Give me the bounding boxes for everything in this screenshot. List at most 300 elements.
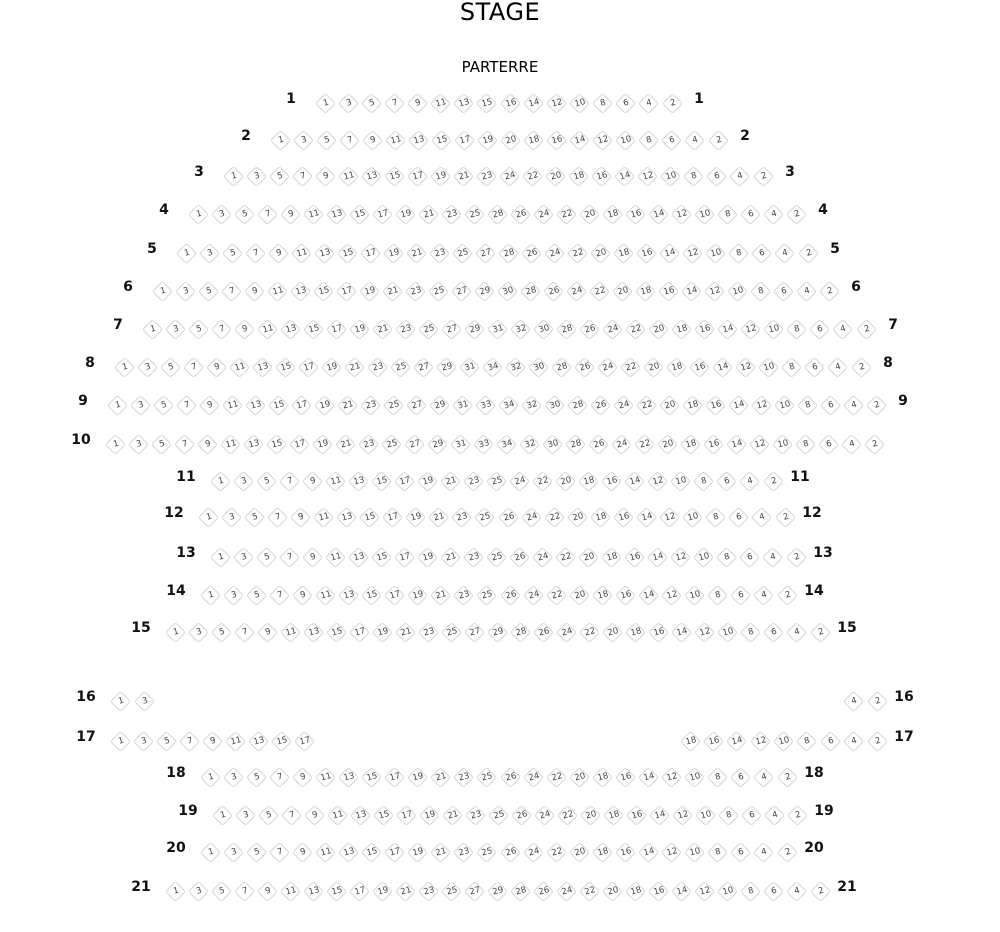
seat[interactable] [762, 546, 783, 567]
seat[interactable] [151, 280, 172, 301]
seat[interactable] [533, 621, 554, 642]
seat[interactable] [406, 242, 427, 263]
seat[interactable] [638, 766, 659, 787]
seat[interactable] [679, 730, 700, 751]
seat[interactable] [647, 203, 668, 224]
seat[interactable] [763, 880, 784, 901]
seat[interactable] [257, 804, 278, 825]
seat[interactable] [486, 546, 507, 567]
seat[interactable] [717, 880, 738, 901]
seat[interactable] [633, 433, 654, 454]
seat[interactable] [850, 356, 871, 377]
seat[interactable] [556, 318, 577, 339]
seat[interactable] [199, 584, 220, 605]
seat[interactable] [234, 804, 255, 825]
seat[interactable] [244, 394, 265, 415]
seat[interactable] [302, 546, 323, 567]
seat[interactable] [133, 690, 154, 711]
seat[interactable] [532, 470, 553, 491]
seat[interactable] [413, 356, 434, 377]
seat[interactable] [404, 280, 425, 301]
seat[interactable] [292, 129, 313, 150]
seat[interactable] [712, 356, 733, 377]
seat[interactable] [247, 730, 268, 751]
seat[interactable] [763, 804, 784, 825]
seat[interactable] [269, 129, 290, 150]
seat[interactable] [302, 203, 323, 224]
seat[interactable] [579, 880, 600, 901]
seat[interactable] [717, 804, 738, 825]
seat[interactable] [245, 242, 266, 263]
seat[interactable] [472, 433, 493, 454]
seat[interactable] [405, 394, 426, 415]
seat[interactable] [726, 280, 747, 301]
seat[interactable] [381, 280, 402, 301]
seat[interactable] [729, 165, 750, 186]
seat[interactable] [315, 766, 336, 787]
seat[interactable] [464, 804, 485, 825]
seat[interactable] [591, 165, 612, 186]
seat[interactable] [372, 804, 393, 825]
seat[interactable] [245, 165, 266, 186]
seat[interactable] [624, 470, 645, 491]
seat[interactable] [748, 433, 769, 454]
seat[interactable] [693, 203, 714, 224]
seat[interactable] [233, 203, 254, 224]
seat[interactable] [220, 506, 241, 527]
seat[interactable] [499, 841, 520, 862]
seat[interactable] [426, 433, 447, 454]
seat[interactable] [280, 804, 301, 825]
seat[interactable] [615, 841, 636, 862]
seat[interactable] [776, 841, 797, 862]
seat[interactable] [246, 766, 267, 787]
seat[interactable] [523, 766, 544, 787]
seat[interactable] [292, 841, 313, 862]
seat[interactable] [109, 690, 130, 711]
seat[interactable] [683, 165, 704, 186]
seat[interactable] [843, 730, 864, 751]
seat[interactable] [776, 584, 797, 605]
seat[interactable] [293, 730, 314, 751]
seat[interactable] [384, 165, 405, 186]
seat[interactable] [740, 318, 761, 339]
seat[interactable] [635, 394, 656, 415]
seat[interactable] [703, 280, 724, 301]
seat[interactable] [505, 356, 526, 377]
seat[interactable] [382, 394, 403, 415]
seat[interactable] [451, 394, 472, 415]
seat[interactable] [313, 394, 334, 415]
seat[interactable] [475, 242, 496, 263]
seat[interactable] [648, 621, 669, 642]
seat[interactable] [532, 203, 553, 224]
seat[interactable] [382, 506, 403, 527]
seat[interactable] [197, 280, 218, 301]
seat[interactable] [786, 318, 807, 339]
seat[interactable] [648, 318, 669, 339]
seat[interactable] [311, 433, 332, 454]
seat[interactable] [866, 730, 887, 751]
seat[interactable] [407, 841, 428, 862]
seat[interactable] [430, 165, 451, 186]
seat[interactable] [440, 470, 461, 491]
seat[interactable] [773, 730, 794, 751]
seat[interactable] [229, 356, 250, 377]
seat[interactable] [313, 506, 334, 527]
seat[interactable] [312, 280, 333, 301]
seat[interactable] [601, 546, 622, 567]
seat[interactable] [545, 165, 566, 186]
seat[interactable] [178, 730, 199, 751]
seat[interactable] [199, 766, 220, 787]
seat[interactable] [104, 433, 125, 454]
seat[interactable] [625, 318, 646, 339]
seat[interactable] [615, 766, 636, 787]
seat[interactable] [428, 506, 449, 527]
seat[interactable] [614, 165, 635, 186]
seat[interactable] [717, 318, 738, 339]
seat[interactable] [750, 394, 771, 415]
seat[interactable] [638, 129, 659, 150]
seat[interactable] [753, 584, 774, 605]
seat[interactable] [280, 880, 301, 901]
seat[interactable] [187, 880, 208, 901]
seat[interactable] [358, 280, 379, 301]
seat[interactable] [544, 506, 565, 527]
seat[interactable] [819, 394, 840, 415]
seat[interactable] [610, 433, 631, 454]
seat[interactable] [430, 584, 451, 605]
seat[interactable] [453, 584, 474, 605]
seat[interactable] [726, 730, 747, 751]
seat[interactable] [199, 841, 220, 862]
seat[interactable] [694, 621, 715, 642]
seat[interactable] [337, 242, 358, 263]
seat[interactable] [758, 356, 779, 377]
seat[interactable] [314, 242, 335, 263]
seat[interactable] [637, 165, 658, 186]
seat[interactable] [209, 470, 230, 491]
seat[interactable] [786, 804, 807, 825]
seat[interactable] [384, 92, 405, 113]
seat[interactable] [265, 433, 286, 454]
seat[interactable] [615, 129, 636, 150]
seat[interactable] [569, 766, 590, 787]
seat[interactable] [487, 318, 508, 339]
seat[interactable] [211, 804, 232, 825]
seat[interactable] [246, 584, 267, 605]
seat[interactable] [532, 546, 553, 567]
seat[interactable] [408, 129, 429, 150]
seat[interactable] [357, 433, 378, 454]
seat[interactable] [589, 394, 610, 415]
seat[interactable] [499, 165, 520, 186]
seat[interactable] [613, 506, 634, 527]
seat[interactable] [255, 470, 276, 491]
seat[interactable] [521, 242, 542, 263]
seat[interactable] [395, 318, 416, 339]
seat[interactable] [344, 356, 365, 377]
seat[interactable] [113, 356, 134, 377]
seat[interactable] [129, 394, 150, 415]
seat[interactable] [288, 433, 309, 454]
seat[interactable] [487, 804, 508, 825]
seat[interactable] [863, 433, 884, 454]
seat[interactable] [292, 584, 313, 605]
seat[interactable] [220, 280, 241, 301]
seat[interactable] [390, 356, 411, 377]
seat[interactable] [510, 880, 531, 901]
seat[interactable] [670, 470, 691, 491]
seat[interactable] [499, 92, 520, 113]
seat[interactable] [659, 506, 680, 527]
seat[interactable] [693, 546, 714, 567]
seat[interactable] [565, 280, 586, 301]
seat[interactable] [546, 584, 567, 605]
seat[interactable] [451, 506, 472, 527]
seat[interactable] [109, 730, 130, 751]
seat[interactable] [360, 242, 381, 263]
seat[interactable] [279, 470, 300, 491]
seat[interactable] [648, 880, 669, 901]
seat[interactable] [771, 433, 792, 454]
seat[interactable] [795, 280, 816, 301]
seat[interactable] [670, 203, 691, 224]
seat[interactable] [474, 506, 495, 527]
seat[interactable] [428, 394, 449, 415]
seat[interactable] [797, 242, 818, 263]
seat[interactable] [290, 394, 311, 415]
seat[interactable] [372, 880, 393, 901]
seat[interactable] [289, 280, 310, 301]
seat[interactable] [384, 584, 405, 605]
seat[interactable] [452, 242, 473, 263]
seat[interactable] [809, 621, 830, 642]
seat[interactable] [361, 165, 382, 186]
seat[interactable] [774, 506, 795, 527]
seat[interactable] [270, 730, 291, 751]
seat[interactable] [268, 242, 289, 263]
seat[interactable] [339, 129, 360, 150]
seat[interactable] [569, 841, 590, 862]
seat[interactable] [648, 804, 669, 825]
seat[interactable] [500, 129, 521, 150]
seat[interactable] [625, 880, 646, 901]
seat[interactable] [269, 766, 290, 787]
seat[interactable] [694, 880, 715, 901]
seat[interactable] [405, 506, 426, 527]
seat[interactable] [336, 394, 357, 415]
seat[interactable] [280, 621, 301, 642]
seat[interactable] [459, 356, 480, 377]
seat[interactable] [348, 470, 369, 491]
seat[interactable] [395, 880, 416, 901]
seat[interactable] [255, 546, 276, 567]
seat[interactable] [348, 546, 369, 567]
seat[interactable] [243, 280, 264, 301]
seat[interactable] [615, 92, 636, 113]
seat[interactable] [579, 621, 600, 642]
seat[interactable] [233, 880, 254, 901]
seat[interactable] [587, 433, 608, 454]
seat[interactable] [656, 433, 677, 454]
seat[interactable] [257, 621, 278, 642]
seat[interactable] [394, 203, 415, 224]
seat[interactable] [820, 730, 841, 751]
seat[interactable] [579, 318, 600, 339]
seat[interactable] [818, 280, 839, 301]
seat[interactable] [694, 804, 715, 825]
seat[interactable] [430, 766, 451, 787]
seat[interactable] [246, 841, 267, 862]
seat[interactable] [384, 766, 405, 787]
seat[interactable] [509, 470, 530, 491]
seat[interactable] [473, 280, 494, 301]
seat[interactable] [682, 242, 703, 263]
seat[interactable] [588, 280, 609, 301]
seat[interactable] [348, 203, 369, 224]
seat[interactable] [704, 394, 725, 415]
seat[interactable] [394, 470, 415, 491]
seat[interactable] [796, 394, 817, 415]
seat[interactable] [476, 92, 497, 113]
seat[interactable] [441, 880, 462, 901]
seat[interactable] [684, 129, 705, 150]
seat[interactable] [453, 165, 474, 186]
seat[interactable] [430, 92, 451, 113]
seat[interactable] [486, 470, 507, 491]
seat[interactable] [556, 621, 577, 642]
seat[interactable] [474, 394, 495, 415]
seat[interactable] [325, 470, 346, 491]
seat[interactable] [694, 318, 715, 339]
seat[interactable] [785, 203, 806, 224]
seat[interactable] [751, 506, 772, 527]
seat[interactable] [578, 203, 599, 224]
seat[interactable] [638, 841, 659, 862]
seat[interactable] [518, 433, 539, 454]
seat[interactable] [338, 584, 359, 605]
seat[interactable] [728, 242, 749, 263]
seat[interactable] [601, 203, 622, 224]
seat[interactable] [385, 129, 406, 150]
seat[interactable] [523, 129, 544, 150]
seat[interactable] [717, 621, 738, 642]
seat[interactable] [141, 318, 162, 339]
seat[interactable] [551, 356, 572, 377]
seat[interactable] [523, 584, 544, 605]
seat[interactable] [647, 470, 668, 491]
seat[interactable] [407, 766, 428, 787]
seat[interactable] [201, 730, 222, 751]
seat[interactable] [175, 394, 196, 415]
seat[interactable] [533, 880, 554, 901]
seat[interactable] [569, 129, 590, 150]
seat[interactable] [681, 394, 702, 415]
seat[interactable] [164, 880, 185, 901]
seat[interactable] [371, 546, 392, 567]
seat[interactable] [222, 165, 243, 186]
seat[interactable] [730, 841, 751, 862]
seat[interactable] [361, 92, 382, 113]
seat[interactable] [371, 470, 392, 491]
seat[interactable] [716, 546, 737, 567]
seat[interactable] [315, 584, 336, 605]
seat[interactable] [210, 880, 231, 901]
seat[interactable] [361, 841, 382, 862]
seat[interactable] [349, 621, 370, 642]
seat[interactable] [210, 318, 231, 339]
seat[interactable] [196, 433, 217, 454]
seat[interactable] [326, 880, 347, 901]
seat[interactable] [546, 766, 567, 787]
seat[interactable] [338, 92, 359, 113]
seat[interactable] [429, 242, 450, 263]
seat[interactable] [762, 470, 783, 491]
seat[interactable] [136, 356, 157, 377]
seat[interactable] [221, 394, 242, 415]
seat[interactable] [403, 433, 424, 454]
seat[interactable] [349, 804, 370, 825]
seat[interactable] [440, 546, 461, 567]
seat[interactable] [725, 433, 746, 454]
seat[interactable] [705, 242, 726, 263]
seat[interactable] [326, 621, 347, 642]
seat[interactable] [774, 242, 795, 263]
seat[interactable] [590, 242, 611, 263]
seat[interactable] [222, 841, 243, 862]
seat[interactable] [187, 318, 208, 339]
seat[interactable] [566, 394, 587, 415]
seat[interactable] [497, 506, 518, 527]
seat[interactable] [556, 880, 577, 901]
seat[interactable] [383, 242, 404, 263]
seat[interactable] [533, 318, 554, 339]
seat[interactable] [684, 766, 705, 787]
seat[interactable] [499, 584, 520, 605]
seat[interactable] [349, 318, 370, 339]
seat[interactable] [380, 433, 401, 454]
seat[interactable] [680, 280, 701, 301]
seat[interactable] [519, 280, 540, 301]
seat[interactable] [174, 280, 195, 301]
seat[interactable] [361, 766, 382, 787]
seat[interactable] [173, 433, 194, 454]
seat[interactable] [325, 203, 346, 224]
seat[interactable] [233, 621, 254, 642]
seat[interactable] [840, 433, 861, 454]
seat[interactable] [266, 280, 287, 301]
seat[interactable] [326, 804, 347, 825]
seat[interactable] [569, 584, 590, 605]
seat[interactable] [751, 242, 772, 263]
seat[interactable] [763, 621, 784, 642]
seat[interactable] [486, 203, 507, 224]
seat[interactable] [359, 506, 380, 527]
seat[interactable] [430, 841, 451, 862]
seat[interactable] [210, 203, 231, 224]
seat[interactable] [735, 356, 756, 377]
seat[interactable] [728, 506, 749, 527]
seat[interactable] [773, 394, 794, 415]
seat[interactable] [555, 546, 576, 567]
seat[interactable] [543, 394, 564, 415]
seat[interactable] [290, 506, 311, 527]
seat[interactable] [556, 804, 577, 825]
seat[interactable] [303, 318, 324, 339]
seat[interactable] [450, 280, 471, 301]
